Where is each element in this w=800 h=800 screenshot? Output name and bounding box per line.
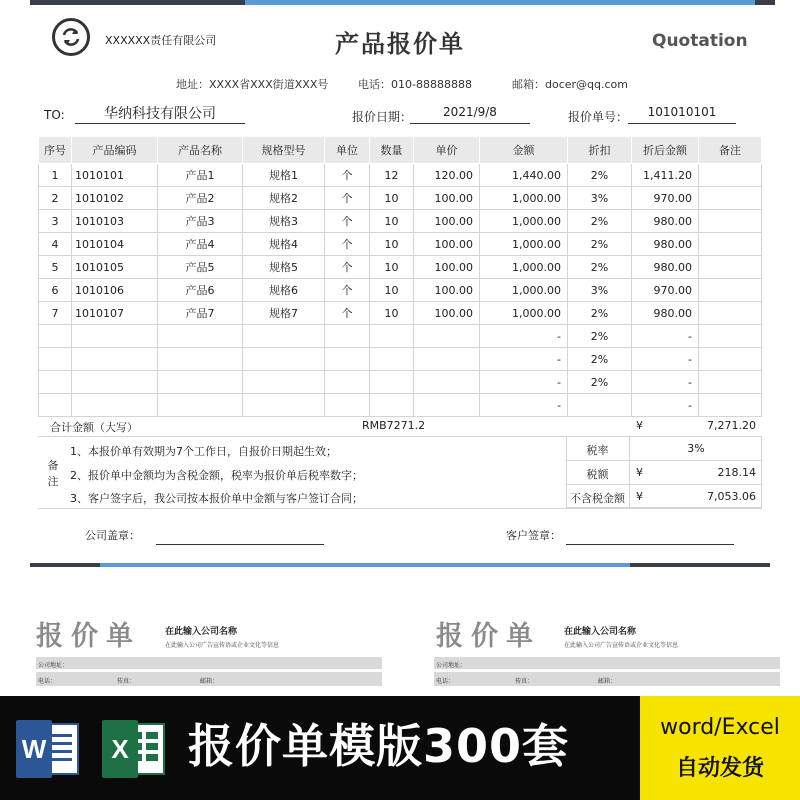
svg-text:X: X — [111, 734, 129, 764]
table-cell[interactable]: 2% — [568, 302, 632, 325]
table-cell[interactable]: 3% — [568, 279, 632, 302]
column-header: 单位 — [325, 137, 370, 164]
table-cell[interactable]: 个 — [325, 256, 370, 279]
quote-number-field[interactable]: 101010101 — [628, 105, 736, 124]
table-cell[interactable]: 产品5 — [158, 256, 243, 279]
preview-mail: 邮箱： — [598, 678, 617, 685]
table-cell[interactable] — [158, 348, 243, 371]
table-cell[interactable]: 1010104 — [72, 233, 158, 256]
preview-fax: 传真： — [117, 678, 136, 685]
table-cell[interactable]: 100.00 — [414, 233, 480, 256]
table-cell[interactable]: 970.00 — [632, 187, 699, 210]
bottom-accent-bar-blue — [100, 563, 630, 567]
table-row — [39, 187, 762, 210]
top-accent-bar-blue — [245, 0, 755, 5]
preview-fax: 传真： — [515, 678, 534, 685]
table-cell[interactable]: 1010105 — [72, 256, 158, 279]
note-item: 1、本报价单有效期为7个工作日，自报价日期起生效； — [70, 445, 337, 458]
company-email: 邮箱：docer@qq.com — [512, 78, 629, 91]
table-cell[interactable]: 规格7 — [243, 302, 325, 325]
table-cell[interactable] — [370, 394, 414, 417]
column-header: 序号 — [39, 137, 72, 164]
table-cell[interactable] — [699, 164, 762, 187]
table-cell[interactable]: 1,440.00 — [480, 164, 568, 187]
page-title: 产品报价单 — [335, 30, 465, 58]
table-cell[interactable]: 产品2 — [158, 187, 243, 210]
table-cell[interactable]: 个 — [325, 279, 370, 302]
table-cell[interactable]: 970.00 — [632, 279, 699, 302]
table-cell[interactable]: 1010107 — [72, 302, 158, 325]
tax-amount-value: 218.14 — [717, 466, 756, 479]
table-cell[interactable]: 1010106 — [72, 279, 158, 302]
table-cell[interactable] — [699, 394, 762, 417]
table-cell[interactable] — [39, 348, 72, 371]
banner-badge-line2: 自动发货 — [675, 756, 764, 781]
table-cell[interactable] — [414, 394, 480, 417]
tax-amount-label: 税额 — [586, 468, 609, 481]
column-header: 数量 — [370, 137, 414, 164]
table-cell[interactable] — [72, 394, 158, 417]
preview-title: 报价单 — [436, 621, 541, 652]
table-cell[interactable]: - — [480, 325, 568, 348]
table-cell[interactable]: 1,000.00 — [480, 187, 568, 210]
preview-tel: 电话： — [436, 678, 455, 685]
table-cell[interactable]: 个 — [325, 164, 370, 187]
page-title-en: Quotation — [652, 31, 748, 51]
total-amount: 7,271.20 — [707, 419, 756, 432]
table-cell[interactable]: 2% — [568, 164, 632, 187]
table-cell[interactable]: 1,000.00 — [480, 210, 568, 233]
table-cell[interactable] — [243, 348, 325, 371]
table-cell[interactable]: 100.00 — [414, 302, 480, 325]
table-cell[interactable]: 100.00 — [414, 187, 480, 210]
table-cell[interactable]: 1,411.20 — [632, 164, 699, 187]
table-cell[interactable]: 规格5 — [243, 256, 325, 279]
preview-address: 公司地址： — [38, 662, 69, 669]
table-cell[interactable]: 12 — [370, 164, 414, 187]
table-cell[interactable]: 2% — [568, 210, 632, 233]
table-cell[interactable]: - — [632, 325, 699, 348]
preview-company: 在此输入公司名称 — [165, 627, 238, 637]
table-cell[interactable] — [72, 348, 158, 371]
table-cell[interactable] — [568, 394, 632, 417]
table-header-row — [39, 137, 762, 164]
note-item: 2、报价单中金额均为含税金额，税率为报价单后税率数字； — [70, 469, 363, 482]
preview-bar — [36, 657, 382, 669]
table-cell[interactable]: 2 — [39, 187, 72, 210]
column-header: 单价 — [414, 137, 480, 164]
table-row — [39, 371, 762, 394]
table-cell[interactable]: 980.00 — [632, 302, 699, 325]
banner-headline: 报价单模版300套 — [188, 719, 570, 773]
table-cell[interactable]: 个 — [325, 210, 370, 233]
company-phone: 电话：010-88888888 — [358, 78, 472, 91]
table-cell[interactable]: - — [632, 371, 699, 394]
total-label: 合计金额（大写） — [50, 421, 138, 434]
table-row — [39, 164, 762, 187]
table-cell[interactable] — [39, 371, 72, 394]
table-cell[interactable]: 1010101 — [72, 164, 158, 187]
word-icon — [14, 716, 82, 782]
table-row — [39, 348, 762, 371]
date-field[interactable]: 2021/9/8 — [410, 105, 530, 124]
note-item: 3、客户签字后，我公司按本报价单中金额与客户签订合同； — [70, 492, 363, 505]
table-cell[interactable]: 2% — [568, 348, 632, 371]
table-cell[interactable] — [158, 394, 243, 417]
table-cell[interactable]: 7 — [39, 302, 72, 325]
table-cell[interactable] — [370, 371, 414, 394]
table-cell[interactable]: 10 — [370, 233, 414, 256]
preview-title: 报价单 — [36, 621, 141, 652]
table-cell[interactable]: 3% — [568, 187, 632, 210]
table-cell[interactable] — [325, 394, 370, 417]
preview-company: 在此输入公司名称 — [564, 627, 637, 637]
column-header: 金额 — [480, 137, 568, 164]
preview-address: 公司地址： — [436, 662, 467, 669]
table-cell[interactable] — [158, 325, 243, 348]
column-header: 折后金额 — [632, 137, 699, 164]
preview-desc: 在此输入公司广告宣传语或企业文化等信息 — [564, 642, 679, 649]
table-cell[interactable]: 规格1 — [243, 164, 325, 187]
table-row — [39, 233, 762, 256]
table-cell[interactable]: 10 — [370, 210, 414, 233]
table-cell[interactable]: - — [480, 371, 568, 394]
top-accent-bar — [30, 0, 245, 5]
top-accent-bar-end — [755, 0, 775, 5]
company-seal-line[interactable] — [156, 544, 324, 545]
table-cell[interactable] — [414, 371, 480, 394]
table-cell[interactable]: 规格6 — [243, 279, 325, 302]
table-cell[interactable] — [39, 394, 72, 417]
notes-label: 备 注 — [47, 459, 59, 488]
customer-sign-line[interactable] — [566, 544, 734, 545]
table-cell[interactable]: 10 — [370, 256, 414, 279]
table-cell[interactable]: 5 — [39, 256, 72, 279]
table-cell[interactable]: 120.00 — [414, 164, 480, 187]
table-cell[interactable]: 980.00 — [632, 256, 699, 279]
to-field[interactable]: 华纳科技有限公司 — [75, 103, 245, 124]
table-cell[interactable]: 10 — [370, 279, 414, 302]
banner-badge — [640, 696, 800, 800]
table-cell[interactable] — [72, 325, 158, 348]
column-header: 产品编码 — [72, 137, 158, 164]
quotation-table — [38, 136, 762, 417]
table-cell[interactable]: 10 — [370, 302, 414, 325]
table-cell[interactable]: 100.00 — [414, 210, 480, 233]
table-cell[interactable]: 1010103 — [72, 210, 158, 233]
table-cell[interactable] — [39, 325, 72, 348]
table-cell[interactable] — [699, 325, 762, 348]
company-name: XXXXXX责任有限公司 — [105, 34, 217, 47]
divider — [38, 508, 762, 509]
table-cell[interactable] — [243, 371, 325, 394]
table-row — [39, 279, 762, 302]
table-cell[interactable] — [414, 325, 480, 348]
table-cell[interactable]: - — [632, 394, 699, 417]
divider — [566, 460, 762, 461]
table-cell[interactable] — [699, 371, 762, 394]
table-cell[interactable] — [699, 348, 762, 371]
table-cell[interactable] — [370, 348, 414, 371]
table-cell[interactable]: 个 — [325, 187, 370, 210]
divider — [566, 484, 762, 485]
table-cell[interactable]: 100.00 — [414, 256, 480, 279]
table-cell[interactable] — [699, 210, 762, 233]
column-header: 备注 — [699, 137, 762, 164]
yen-symbol: ¥ — [636, 490, 643, 503]
table-cell[interactable]: 1010102 — [72, 187, 158, 210]
table-cell[interactable] — [370, 325, 414, 348]
table-cell[interactable]: 6 — [39, 279, 72, 302]
table-row — [39, 256, 762, 279]
table-cell[interactable]: 产品4 — [158, 233, 243, 256]
table-cell[interactable] — [325, 325, 370, 348]
table-cell[interactable]: 产品3 — [158, 210, 243, 233]
table-cell[interactable]: 4 — [39, 233, 72, 256]
pretax-value: 7,053.06 — [707, 490, 756, 503]
table-cell[interactable]: 2% — [568, 256, 632, 279]
column-header: 规格型号 — [243, 137, 325, 164]
yen-symbol: ¥ — [636, 466, 643, 479]
table-row — [39, 394, 762, 417]
table-cell[interactable] — [243, 325, 325, 348]
table-cell[interactable]: 980.00 — [632, 233, 699, 256]
bottom-accent-bar-end — [630, 563, 770, 567]
company-seal-label: 公司盖章： — [85, 529, 140, 542]
table-row — [39, 210, 762, 233]
bottom-accent-bar — [30, 563, 100, 567]
table-cell[interactable]: 2% — [568, 371, 632, 394]
column-header: 折扣 — [568, 137, 632, 164]
table-cell[interactable]: 产品7 — [158, 302, 243, 325]
table-cell[interactable]: - — [480, 394, 568, 417]
table-cell[interactable]: 1,000.00 — [480, 233, 568, 256]
table-cell[interactable] — [699, 256, 762, 279]
table-cell[interactable] — [325, 348, 370, 371]
table-cell[interactable] — [158, 371, 243, 394]
tax-rate-value: 3% — [687, 442, 705, 455]
table-cell[interactable]: 10 — [370, 187, 414, 210]
table-cell[interactable] — [325, 371, 370, 394]
table-cell[interactable] — [699, 233, 762, 256]
quote-number-label: 报价单号： — [568, 110, 629, 124]
banner-badge-line1: word/Excel — [660, 715, 780, 740]
table-cell[interactable]: 980.00 — [632, 210, 699, 233]
table-cell[interactable]: 1,000.00 — [480, 279, 568, 302]
table-cell[interactable] — [414, 348, 480, 371]
table-row — [39, 325, 762, 348]
table-cell[interactable]: 2% — [568, 233, 632, 256]
company-address: 地址：XXXX省XXX街道XXX号 — [176, 78, 329, 91]
tax-rate-label: 税率 — [586, 444, 609, 457]
table-cell[interactable]: 个 — [325, 233, 370, 256]
total-uppercase-value: RMB7271.2 — [362, 419, 426, 432]
preview-tel: 电话： — [38, 678, 57, 685]
table-cell[interactable] — [699, 302, 762, 325]
table-cell[interactable]: 产品1 — [158, 164, 243, 187]
table-cell[interactable] — [72, 371, 158, 394]
column-header: 产品名称 — [158, 137, 243, 164]
excel-icon — [100, 716, 168, 782]
table-cell[interactable]: 1,000.00 — [480, 256, 568, 279]
table-cell[interactable]: 规格4 — [243, 233, 325, 256]
table-cell[interactable] — [243, 394, 325, 417]
table-cell[interactable]: - — [480, 348, 568, 371]
table-cell[interactable]: 个 — [325, 302, 370, 325]
table-cell[interactable]: 产品6 — [158, 279, 243, 302]
table-cell[interactable]: 规格3 — [243, 210, 325, 233]
customer-sign-label: 客户签章： — [506, 529, 561, 542]
table-cell[interactable]: 1,000.00 — [480, 302, 568, 325]
table-cell[interactable] — [699, 279, 762, 302]
preview-bar — [434, 657, 780, 669]
preview-mail: 邮箱： — [200, 678, 219, 685]
table-row — [39, 302, 762, 325]
to-label: TO: — [44, 108, 65, 122]
table-cell[interactable]: - — [632, 348, 699, 371]
date-label: 报价日期： — [352, 110, 413, 124]
pretax-label: 不含税金额 — [570, 492, 625, 505]
yen-symbol: ¥ — [636, 419, 643, 432]
table-cell[interactable] — [699, 187, 762, 210]
preview-desc: 在此输入公司广告宣传语或企业文化等信息 — [165, 642, 280, 649]
svg-text:W: W — [21, 734, 47, 764]
table-cell[interactable]: 规格2 — [243, 187, 325, 210]
table-cell[interactable]: 3 — [39, 210, 72, 233]
table-cell[interactable]: 100.00 — [414, 279, 480, 302]
table-cell[interactable]: 1 — [39, 164, 72, 187]
table-cell[interactable]: 2% — [568, 325, 632, 348]
